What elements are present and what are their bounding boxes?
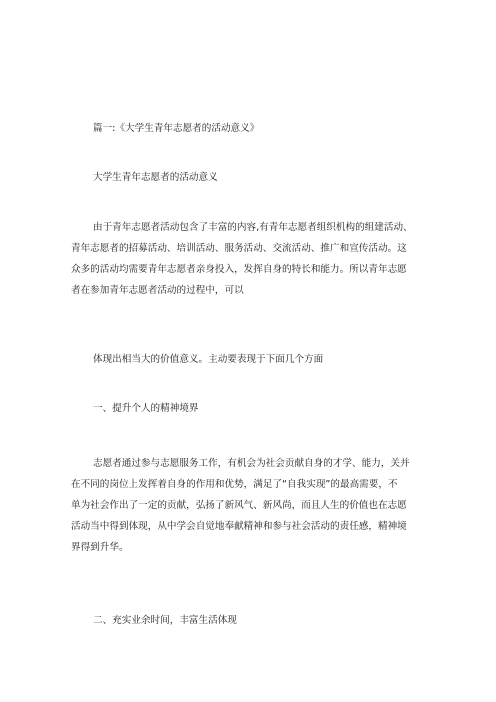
chapter-title: 篇一:《大学生青年志愿者的活动意义》 [93,123,260,134]
paragraph-spirit [71,457,427,562]
paragraph-line: 活动当中得到体现，从中学会自觉地奉献精神和参与社会活动的责任感，精神境 [71,521,407,532]
section-heading-2: 二、充实业余时间，丰富生活体现 [93,615,237,626]
paragraph-intro [71,221,427,305]
paragraph-line: 者在参加青年志愿者活动的过程中，可以 [71,285,244,296]
section-heading-1: 一、提升个人的精神境界 [93,403,199,414]
article-title: 大学生青年志愿者的活动意义 [93,172,218,183]
paragraph-line: 青年志愿者的招募活动、培训活动、服务活动、交流活动、推广和宣传活动。这 [71,243,407,254]
paragraph-line: 众多的活动均需要青年志愿者亲身投入，发挥自身的特长和能力。所以青年志愿 [71,264,407,275]
paragraph-line: 由于青年志愿者活动包含了丰富的内容,有青年志愿者组织机构的组建活动、 [93,222,413,233]
paragraph-line: 界得到升华。 [71,542,129,553]
paragraph-line: 单为社会作出了一定的贡献，弘扬了新风气、新风尚，而且人生的价值也在志愿 [71,500,407,511]
paragraph-value: 体现出相当大的价值意义。主动要表现于下面几个方面 [93,354,324,365]
paragraph-line: 志愿者通过参与志愿服务工作，有机会为社会贡献自身的才学、能力，关并 [93,458,410,469]
paragraph-line: 在不同的岗位上发挥着自身的作用和优势，满足了“自我实现”的最高需要，不 [71,479,398,490]
